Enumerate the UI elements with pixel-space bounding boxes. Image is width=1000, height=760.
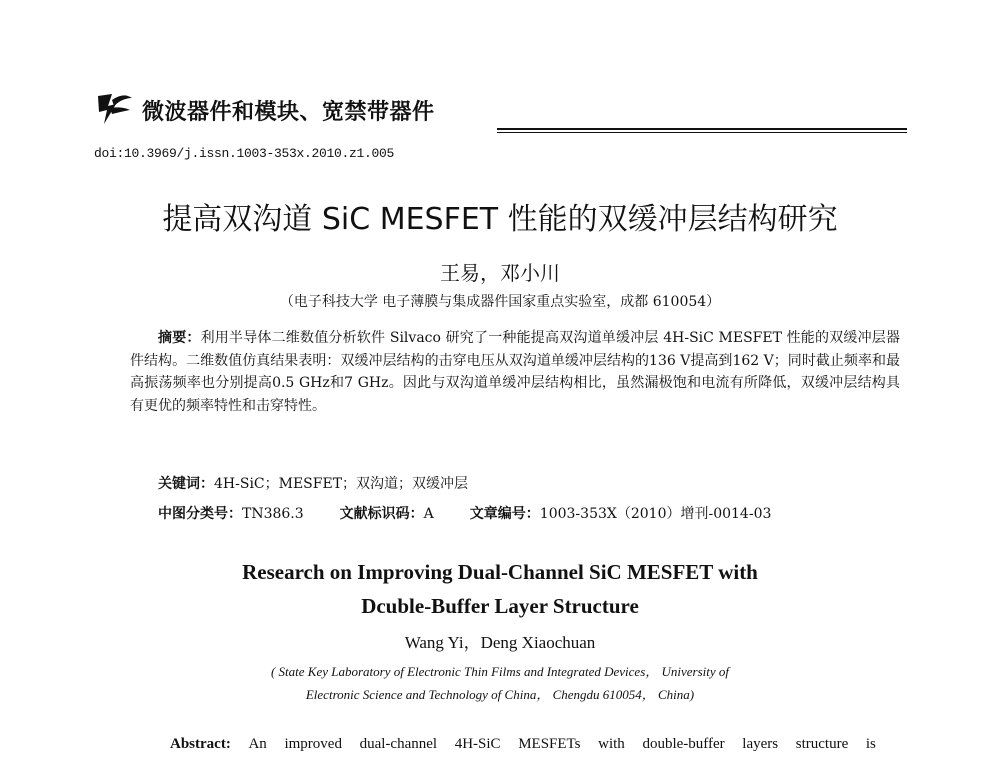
abstract-en-word: is [865, 736, 876, 752]
journal-logo-icon [94, 88, 134, 128]
header-rule-thick [497, 128, 907, 130]
article-no-value: 1003-353X（2010）增刊-0014-03 [539, 506, 772, 522]
keywords-cn [158, 473, 468, 493]
abstract-en [170, 736, 876, 753]
keywords-cn-text: 4H-SiC；MESFET；双沟道；双缓冲层 [214, 476, 469, 492]
abstract-en-word: improved [284, 736, 342, 752]
section-title: 微波器件和模块、宽禁带器件 [142, 100, 435, 125]
abstract-en-word: structure [795, 736, 849, 752]
affiliation-en-line2: Electronic Science and Technology of China， Chengdu 610054， China) [305, 687, 695, 702]
paper-title-en-line1: Research on Improving Dual-Channel SiC MESFET with [242, 560, 758, 584]
clc-value: TN386.3 [242, 506, 304, 522]
authors-cn: 王易，邓小川 [440, 261, 560, 285]
abstract-en-word: 4H-SiC [454, 736, 501, 752]
paper-title-en-line2: Dcuble-Buffer Layer Structure [361, 594, 639, 618]
affiliation-en-line1: ( State Key Laboratory of Electronic Thin Films and Integrated Devices， University of [270, 664, 730, 679]
paper-title-cn: 提高双沟道 SiC MESFET 性能的双缓冲层结构研究 [162, 202, 838, 237]
article-no-label: 文章编号： [469, 506, 540, 522]
abstract-en-word: MESFETs [518, 736, 581, 752]
clc-label: 中图分类号： [158, 506, 242, 522]
abstract-cn [130, 327, 900, 417]
abstract-cn-text: 利用半导体二维数值分析软件 Silvaco 研究了一种能提高双沟道单缓冲层 4H-SiC MESFET 性能的双缓冲层器件结构。二维数值仿真结果表明：双缓冲层结构的击穿电压从双沟道单缓冲层结构的136 V提高到162 V；同时截止频率和最高振荡频率也分别提高0.5 GHz和7 GHz。因此与双沟道单缓冲层结构相比，虽然漏极饱和电流有所降低，双缓冲层结构具有更优的频率特性和击穿特性。 [130, 330, 900, 414]
affiliation-cn: （电子科技大学 电子薄膜与集成器件国家重点实验室，成都 610054） [279, 294, 721, 310]
keywords-cn-label: 关键词： [158, 476, 214, 492]
authors-en: Wang Yi，Deng Xiaochuan [404, 633, 596, 652]
abstract-en-word: dual-channel [359, 736, 438, 752]
classification-line [158, 503, 771, 523]
abstract-en-word: double-buffer [642, 736, 725, 752]
doi: doi:10.3969/j.issn.1003-353x.2010.z1.005 [94, 146, 395, 161]
abstract-en-word: layers [742, 736, 779, 752]
abstract-cn-label: 摘要： [158, 330, 201, 346]
abstract-en-word: An [248, 736, 267, 752]
abstract-en-label: Abstract: [170, 736, 231, 752]
doc-code-label: 文献标识码： [339, 506, 424, 522]
header-rule-thin [497, 132, 907, 133]
abstract-en-word: with [598, 736, 625, 752]
doc-code-value: A [423, 506, 434, 522]
